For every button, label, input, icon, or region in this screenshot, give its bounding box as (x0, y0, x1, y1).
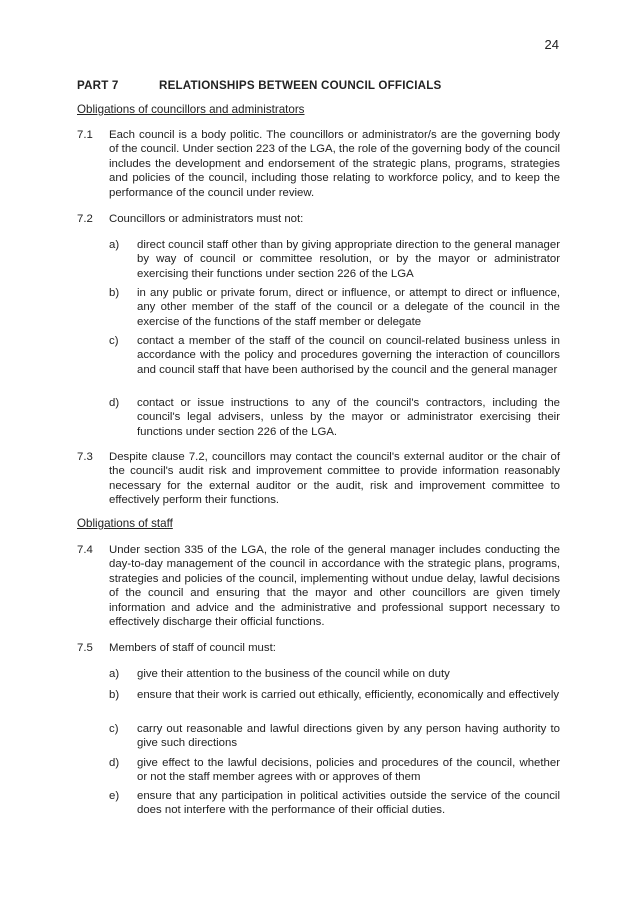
list-item (109, 286, 560, 329)
section-heading: Obligations of councillors and administrators (77, 103, 305, 116)
part-number: PART 7 (77, 79, 119, 92)
clause-text: Despite clause 7.2, councillors may contact the council's external auditor or the chair of the council's audit risk and improvement committee to provide information reasonably necessary for the external auditor or the audit, risk and improvement committee to effectively perform their functions. (109, 451, 560, 507)
list-item (109, 789, 560, 818)
clause-text: Each council is a body politic. The councillors or administrator/s are the governing body of the council. Under section 223 of the LGA, the role of the governing body of the council includes the development and endorsement of the strategic plans, programs, strategies and policies of the council, including those relating to workforce policy, and to keep the performance of the council under review. (109, 129, 560, 199)
clause-number: 7.5 (77, 642, 93, 654)
clause-number: 7.3 (77, 451, 93, 463)
clause-text: Members of staff of council must: (109, 642, 276, 654)
item-letter: a) (109, 668, 120, 680)
clause (77, 450, 560, 508)
item-text: contact or issue instructions to any of the council's contractors, including the council's legal advisers, unless by the mayor or administrator exercising their functions under section 226 of the LGA. (137, 397, 560, 438)
item-text: ensure that their work is carried out ethically, efficiently, economically and effectively (137, 689, 560, 701)
clause-number: 7.1 (77, 129, 93, 141)
item-letter: b) (109, 689, 120, 701)
item-letter: d) (109, 757, 120, 769)
item-letter: c) (109, 335, 119, 347)
clause (77, 641, 560, 655)
clause (77, 212, 560, 226)
part-title: RELATIONSHIPS BETWEEN COUNCIL OFFICIALS (159, 79, 442, 92)
section-heading: Obligations of staff (77, 517, 173, 530)
list-item (109, 756, 560, 785)
clause-number: 7.4 (77, 544, 93, 556)
item-text: give effect to the lawful decisions, policies and procedures of the council, whether or not the staff member agrees with or approves of them (137, 757, 560, 784)
item-text: in any public or private forum, direct or influence, or attempt to direct or influence, any other member of the staff of the council or a delegate of the council in the exercise of the functions of the staff member or delegate (137, 287, 560, 328)
list-item (109, 396, 560, 439)
item-text: ensure that any participation in political activities outside the service of the council does not interfere with the performance of their official duties. (137, 790, 560, 817)
item-letter: d) (109, 397, 120, 409)
clause-number: 7.2 (77, 213, 93, 225)
item-text: carry out reasonable and lawful directions given by any person having authority to give such directions (137, 723, 560, 750)
item-letter: e) (109, 790, 120, 802)
item-letter: c) (109, 723, 119, 735)
list-item (109, 688, 560, 702)
item-text: direct council staff other than by giving appropriate direction to the general manager by way of council or committee resolution, or by the mayor or administrator exercising their functions under section 226 of the LGA (137, 239, 560, 280)
page-number: 24 (544, 37, 559, 52)
list-item (109, 667, 560, 681)
part-heading (77, 79, 442, 93)
item-text: contact a member of the staff of the council on council-related business unless in accordance with the policy and procedures governing the interaction of councillors and council staff that have been authorised by the council and the general manager (137, 335, 560, 376)
list-item (109, 334, 560, 377)
item-letter: b) (109, 287, 120, 299)
clause-text: Under section 335 of the LGA, the role of the general manager includes conducting the day-to-day management of the council in accordance with the strategic plans, programs, strategies and policies of the council, implementing without undue delay, lawful decisions of the council and ensuring that the mayor and other councillors are given timely information and advice and the administrative and professional support necessary to effectively discharge their official functions. (109, 544, 560, 629)
item-text: give their attention to the business of the council while on duty (137, 668, 450, 680)
clause (77, 128, 560, 200)
item-letter: a) (109, 239, 120, 251)
clause-text: Councillors or administrators must not: (109, 213, 304, 225)
clause (77, 543, 560, 629)
list-item (109, 238, 560, 281)
list-item (109, 722, 560, 751)
